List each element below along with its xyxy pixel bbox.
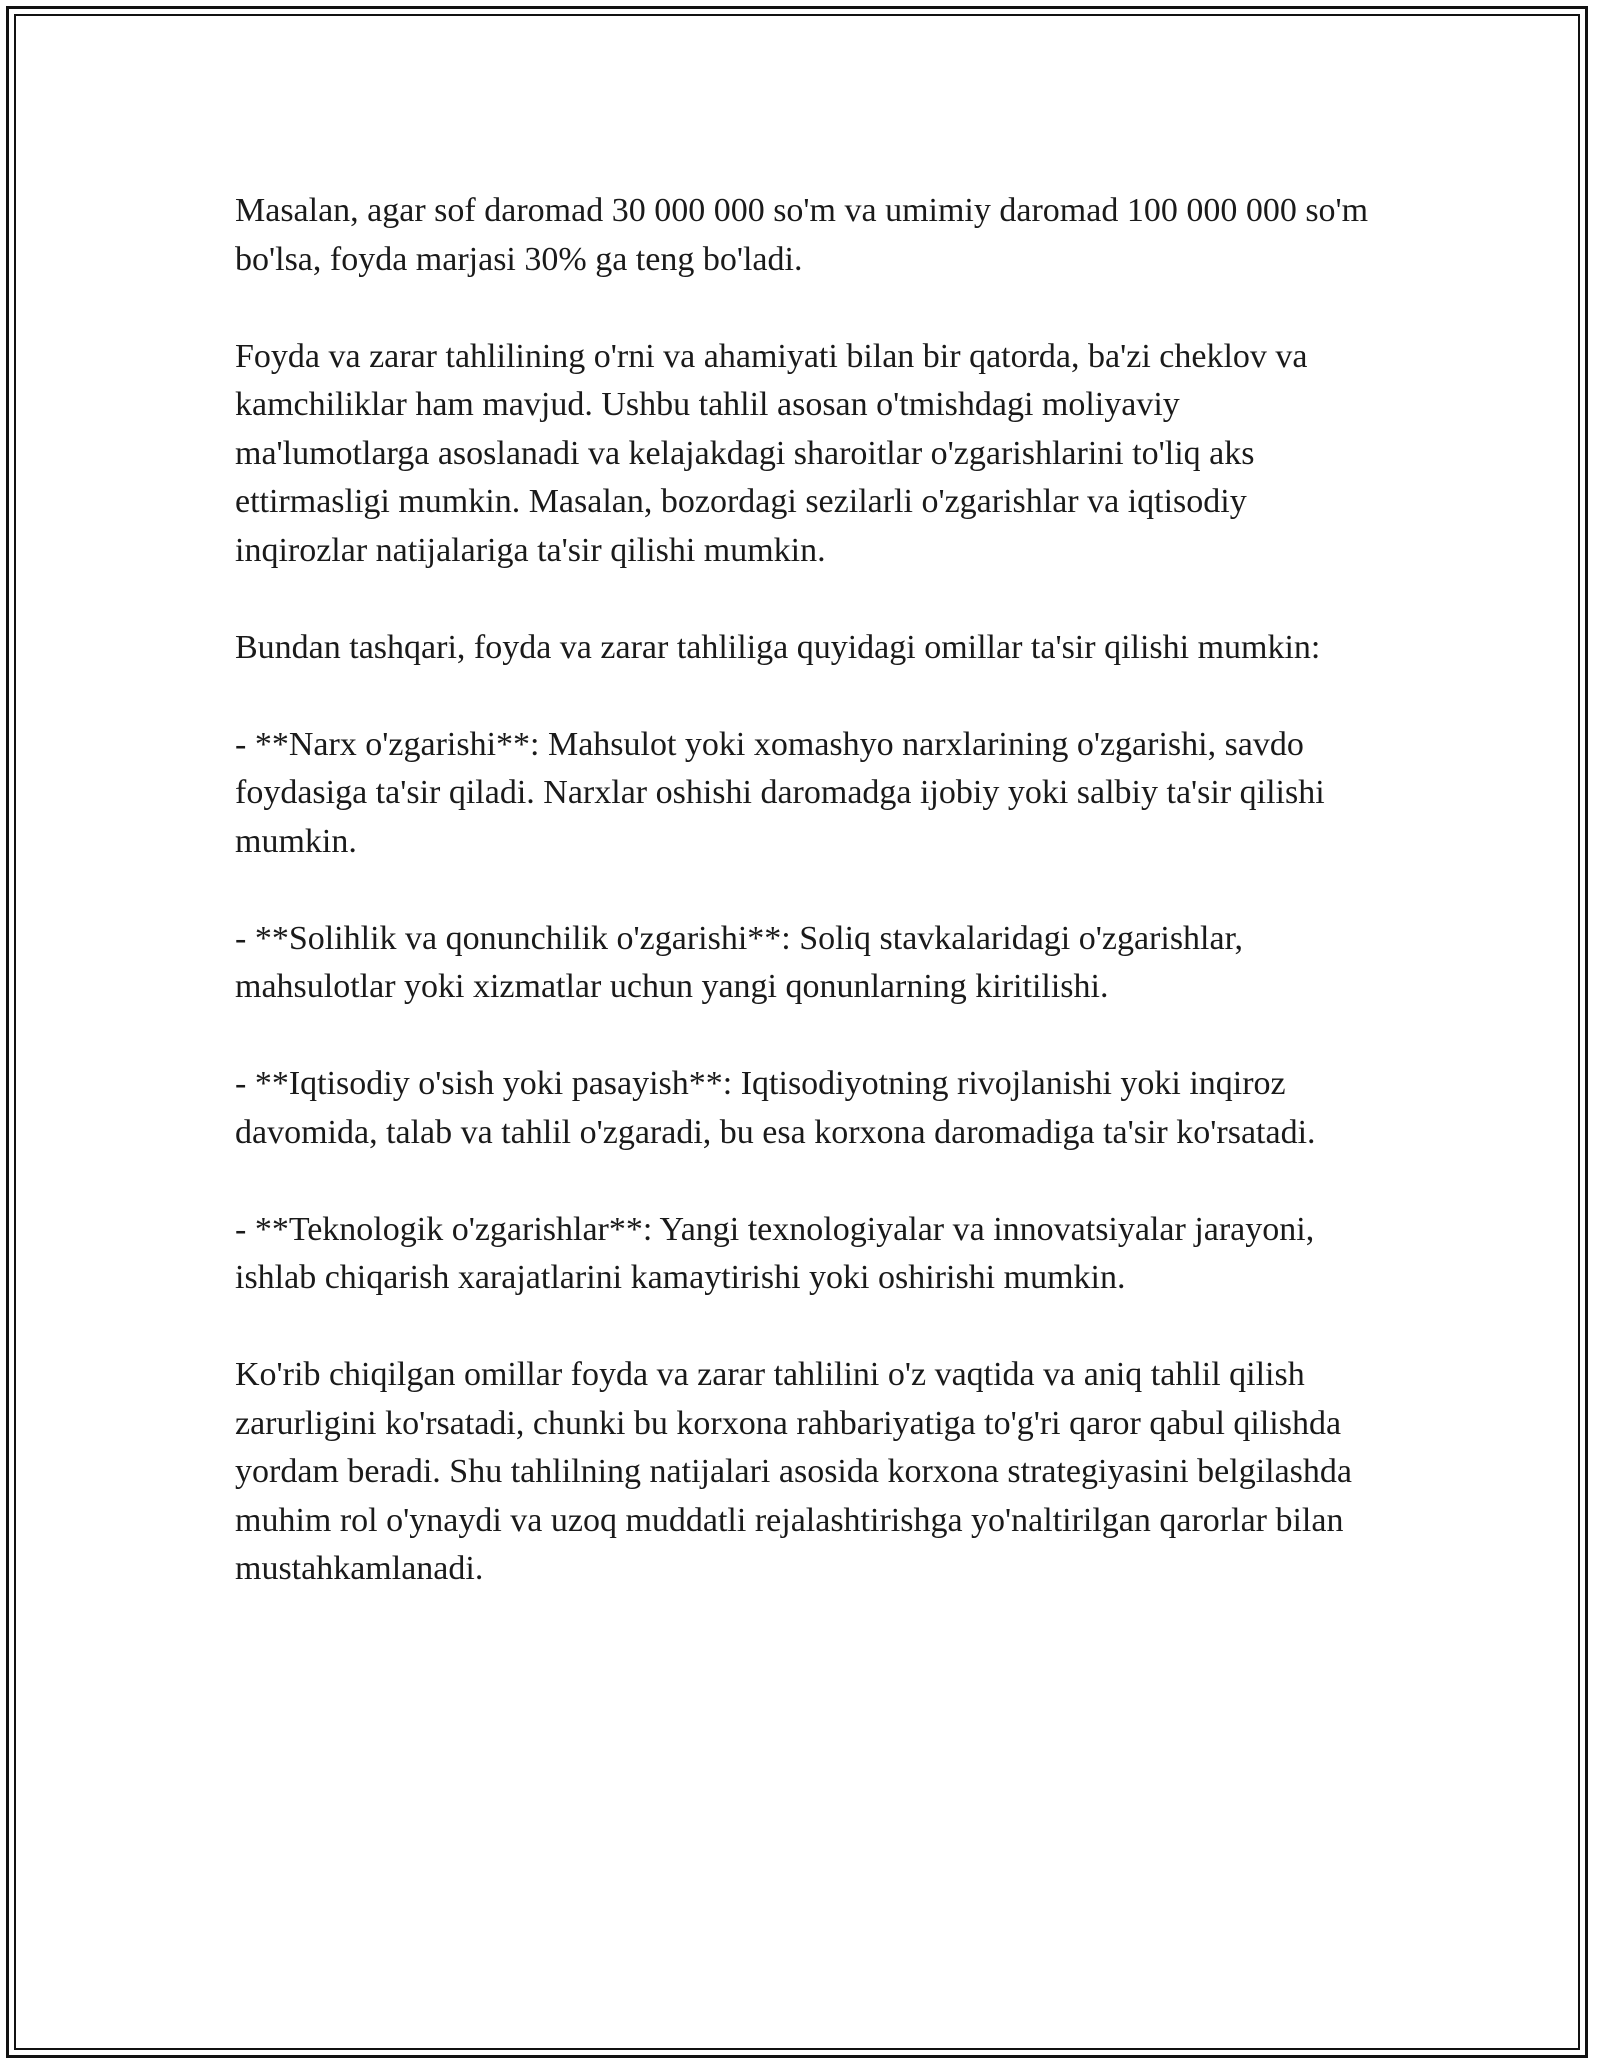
list-item-price-change: - **Narx o'zgarishi**: Mahsulot yoki xomashyo narxlarining o'zgarishi, savdo foydasiga ta'sir qiladi. Narxlar oshishi daromadga ijobiy yoki salbiy ta'sir qilishi mumkin. <box>235 725 1325 860</box>
paragraph-limitations: Foyda va zarar tahlilining o'rni va ahamiyati bilan bir qatorda, ba'zi cheklov va kamchiliklar ham mavjud. Ushbu tahlil asosan o'tmishdagi moliyaviy ma'lumotlarga asoslanadi va kelajakdagi sharoitlar o'zgarishlarini to'liq aks ettirmasligi mumkin. Masalan, bozordagi sezilarli o'zgarishlar va iqtisodiy inqirozlar natijalariga ta'sir qilishi mumkin. <box>235 337 1308 569</box>
list-item-technology: - **Teknologik o'zgarishlar**: Yangi texnologiyalar va innovatsiyalar jarayoni, ishlab chiqarish xarajatlarini kamaytirishi yoki oshirishi mumkin. <box>235 1210 1315 1296</box>
paragraph-conclusion: Ko'rib chiqilgan omillar foyda va zarar tahlilini o'z vaqtida va aniq tahlil qilish zarurligini ko'rsatadi, chunki bu korxona rahbariyatiga to'g'ri qaror qabul qilishda yordam beradi. Shu tahlilning natijalari asosida korxona strategiyasini belgilashda muhim rol o'ynaydi va uzoq muddatli rejalashtirishga yo'naltirilgan qarorlar bilan mustahkamlanadi. <box>235 1356 1353 1587</box>
paragraph-factors-intro: Bundan tashqari, foyda va zarar tahliliga quyidagi omillar ta'sir qilishi mumkin: <box>235 628 1321 666</box>
list-item-tax-legislation: - **Solihlik va qonunchilik o'zgarishi**: Soliq stavkalaridagi o'zgarishlar, mahsulotlar yoki xizmatlar uchun yangi qonunlarning kiritilishi. <box>235 919 1244 1005</box>
list-item-economic-growth: - **Iqtisodiy o'sish yoki pasayish**: Iqtisodiyotning rivojlanishi yoki inqiroz davomida, talab va tahlil o'zgaradi, bu esa korxona daromadiga ta'sir ko'rsatadi. <box>235 1065 1316 1151</box>
paragraph-profit-margin-example: Masalan, agar sof daromad 30 000 000 so'm va umimiy daromad 100 000 000 so'm bo'lsa, foyda marjasi 30% ga teng bo'ladi. <box>235 192 1369 278</box>
document-body <box>235 187 1375 1642</box>
